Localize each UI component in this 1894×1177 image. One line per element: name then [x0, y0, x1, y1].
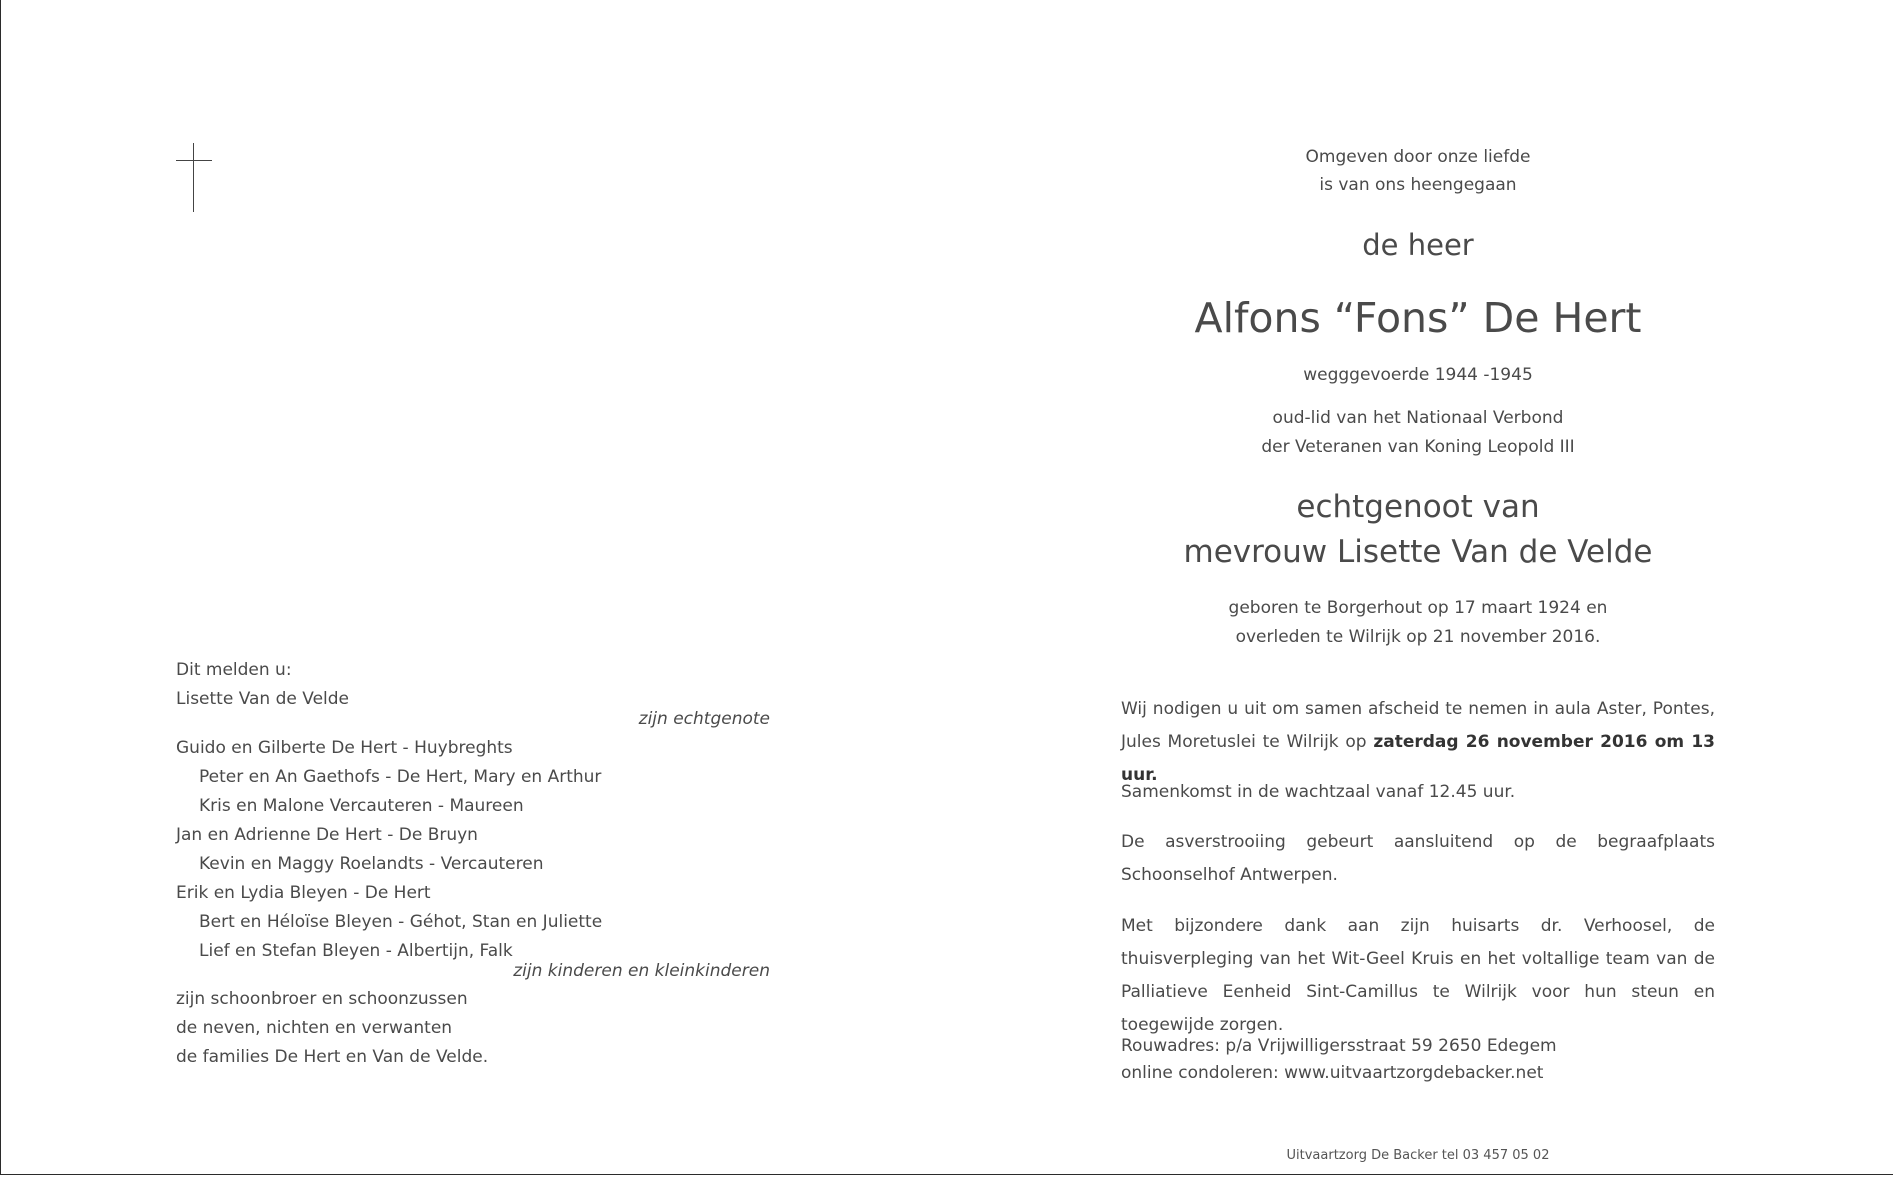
intro-text: Dit melden u: [176, 660, 292, 680]
deported-note: wegggevoerde 1944 -1945 [1303, 365, 1533, 385]
ashes-paragraph: De asverstrooiing gebeurt aansluitend op de begraafplaats Schoonselhof Antwerpen. [1121, 832, 1715, 885]
family-line: Jan en Adrienne De Hert - De Bruyn [176, 825, 478, 845]
spouse-of-line: echtgenoot van [1296, 489, 1540, 525]
intro-line: Omgeven door onze liefde [1305, 147, 1531, 167]
family-line: Guido en Gilberte De Hert - Huybreghts [176, 738, 513, 758]
family-line: Lief en Stefan Bleyen - Albertijn, Falk [199, 941, 513, 961]
mourning-address: Rouwadres: p/a Vrijwilligersstraat 59 2650 Edegem [1121, 1036, 1557, 1056]
family-role: zijn kinderen en kleinkinderen [513, 961, 770, 981]
other-relatives-line: de families De Hert en Van de Velde. [176, 1047, 489, 1067]
gathering-paragraph: Samenkomst in de wachtzaal vanaf 12.45 uur. [1121, 782, 1516, 802]
birth-line: geboren te Borgerhout op 17 maart 1924 en [1228, 598, 1608, 618]
honorific: de heer [1362, 228, 1474, 262]
invitation-text: Wij nodigen u uit om samen afscheid te nemen in aula Aster, Pontes, Jules Moretuslei te Wilrijk op [1121, 699, 1715, 752]
online-condolence: online condoleren: www.uitvaartzorgdebacker.net [1121, 1063, 1544, 1083]
family-line: Bert en Héloïse Bleyen - Géhot, Stan en Juliette [199, 912, 603, 932]
thanks-paragraph: Met bijzondere dank aan zijn huisarts dr. Verhoosel, de thuisverpleging van het Wit-Geel Kruis en het voltallige team van de Palliatieve Eenheid Sint-Camillus te Wilrijk voor hun steun en toegewijde zorgen. [1121, 916, 1715, 1035]
death-line: overleden te Wilrijk op 21 november 2016. [1235, 627, 1601, 647]
membership-line: oud-lid van het Nationaal Verbond [1272, 408, 1564, 428]
spouse-role: zijn echtgenote [638, 709, 770, 729]
intro-line: is van ons heengegaan [1319, 175, 1517, 195]
family-line: Kris en Malone Vercauteren - Maureen [199, 796, 524, 816]
membership-line: der Veteranen van Koning Leopold III [1261, 437, 1575, 457]
other-relatives-line: de neven, nichten en verwanten [176, 1018, 453, 1038]
spouse-of-line: mevrouw Lisette Van de Velde [1183, 534, 1653, 570]
deceased-name: Alfons “Fons” De Hert [1194, 294, 1642, 342]
funeral-home-footer: Uitvaartzorg De Backer tel 03 457 05 02 [1286, 1148, 1550, 1163]
other-relatives-line: zijn schoonbroer en schoonzussen [176, 989, 468, 1009]
family-line: Kevin en Maggy Roelandts - Vercauteren [199, 854, 544, 874]
cross-horizontal-line [176, 160, 212, 161]
invitation-date: zaterdag 26 november 2016 om 13 uur. [1121, 732, 1715, 785]
spouse-name: Lisette Van de Velde [176, 689, 350, 709]
cross-vertical-line [193, 143, 194, 212]
family-line: Peter en An Gaethofs - De Hert, Mary en Arthur [199, 767, 602, 787]
family-line: Erik en Lydia Bleyen - De Hert [176, 883, 431, 903]
